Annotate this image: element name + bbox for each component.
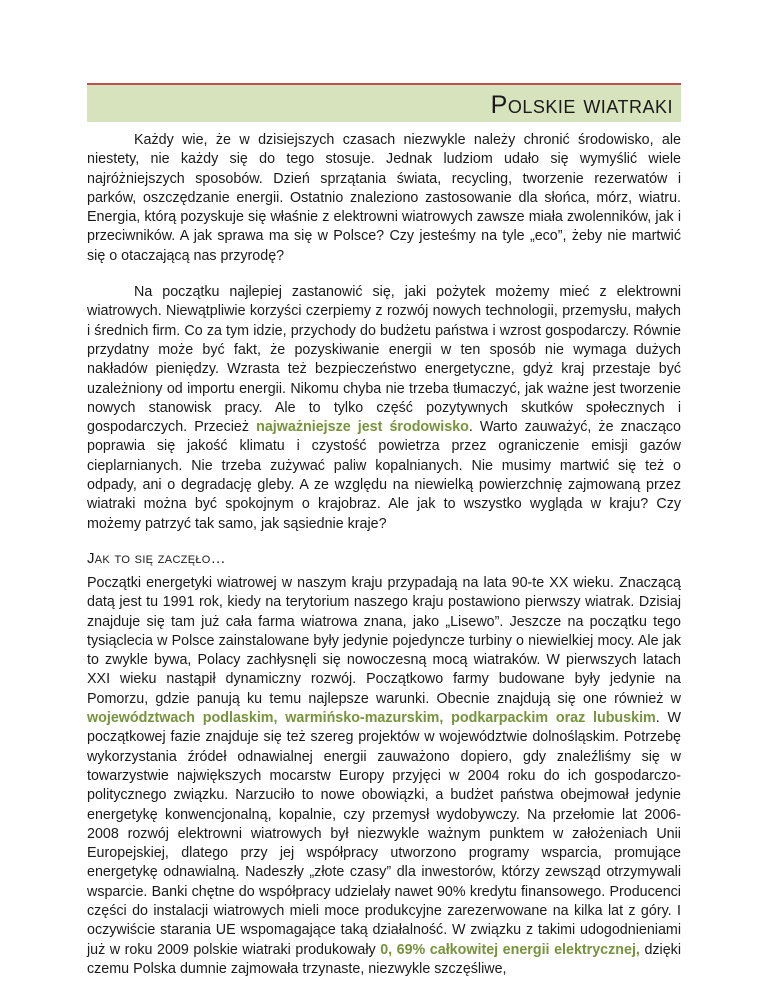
- highlight-environment: najważniejsze jest środowisko: [256, 419, 469, 436]
- section-heading: Jak to się zaczęło…: [87, 549, 226, 567]
- paragraph-intro: Każdy wie, że w dzisiejszych czasach niezwykle należy chronić środowisko, ale niestety, nie każdy się do tego stosuje. Jednak ludziom udało się wymyślić wiele najróżniejszych sposobów. Dzień sprzątania świata, recycling, tworzenie rezerwatów i parków, oszczędzanie energii. Ostatnio znaleziono zastosowanie dla słońca, mórz, wiatru. Energia, którą pozyskuje się właśnie z elektrowni wiatrowych zawsze miała zwolenników, jak i przeciwników. A jak sprawa ma się w Polsce? Czy jesteśmy na tyle „eco”, żeby nie martwić się o otaczającą nas przyrodę?: [87, 132, 681, 264]
- text-run: Początki energetyki wiatrowej w naszym kraju przypadają na lata 90-te XX wieku. Znaczącą datą jest tu 1991 rok, kiedy na terytorium naszego kraju postawiono pierwszy wiatrak. Dzisiaj znajduje się tam już cała farma wiatrowa znana, jako „Lisewo”. Jeszcze na początku tego tysiąclecia w Polsce zainstalowane były jedynie pojedyncze turbiny o niewielkiej mocy. Ale jak to zwykle bywa, Polacy zachłysnęli się nowoczesną mocą wiatraków. W pierwszych latach XXI wieku nastąpił dynamiczny rozwój. Początkowo farmy budowane były jedynie na Pomorzu, gdzie panują ku temu najlepsze warunki. Obecnie znajdują się one również w: [87, 574, 681, 707]
- highlight-energy-share: 0, 69% całkowitej energii elektrycznej,: [380, 941, 640, 958]
- paragraph-history: [87, 574, 681, 979]
- highlight-regions: województwach podlaskim, warmińsko-mazurskim, podkarpackim oraz lubuskim: [87, 710, 656, 727]
- title-band: [87, 83, 681, 122]
- paragraph-benefits: [87, 283, 681, 534]
- document-body: [87, 131, 681, 979]
- text-run: . Warto zauważyć, że znacząco poprawia się jakość klimatu i czystość powietrza przez ograniczenie emisji gazów cieplarnianych. Nie trzeba zużywać paliw kopalnianych. Nie musimy martwić się też o odpady, ani o degradację gleby. A ze względu na niewielką powierzchnię zajmowaną przez wiatraki można być spokojnym o krajobraz. Ale jak to wszystko wygląda w kraju? Czy możemy patrzyć tak samo, jak sąsiednie kraje?: [87, 419, 681, 532]
- text-run: Na początku najlepiej zastanowić się, jaki pożytek możemy mieć z elektrowni wiatrowych. Niewątpliwie korzyści czerpiemy z rozwój nowych technologii, przemysłu, małych i średnich firm. Co za tym idzie, przychody do budżetu państwa i wzrost gospodarczy. Równie przydatny może być fakt, że pozyskiwanie energii w ten sposób nie wymaga dużych nakładów pieniędzy. Wzrasta też bezpieczeństwo energetyczne, gdyż kraj przestaje być uzależniony od importu energii. Nikomu chyba nie trzeba tłumaczyć, jak ważne jest tworzenie nowych stanowisk pracy. Ale to tylko część pozytywnych skutków społecznych i gospodarczych. Przecież: [87, 284, 681, 436]
- text-run: . W początkowej fazie znajduje się też szereg projektów w województwie dolnośląskim. Potrzebę wykorzystania źródeł odnawialnej energii zauważono dopiero, gdy znaleźliśmy się w towarzystwie największych mocarstw Europy przyjęci w 2004 roku do ich gospodarczo-politycznego związku. Narzuciło to nowe obowiązki, a budżet państwa obejmował jedynie energetykę konwencjonalną, kopalnie, czy przemysł wydobywczy. Na przełomie lat 2006-2008 rozwój elektrowni wiatrowych był niezwykle ważnym punktem w założeniach Unii Europejskiej, dlatego przy jej współpracy utworzono programy wsparcia, promujące energetykę odnawialną. Nadeszły „złote czasy” dla inwestorów, którzy zewsząd otrzymywali wsparcie. Banki chętne do współpracy udzielały nawet 90% kredytu finansowego. Producenci części do instalacji wiatrowych mieli moce produkcyjne zarezerwowane na kilka lat z góry. I oczywiście starania UE wspomagające taką działalność. W związku z takimi udogodnieniami już w roku 2009 polskie wiatraki produkowały: [87, 710, 681, 958]
- page-title: Polskie wiatraki: [490, 91, 673, 119]
- text-run: dzięki czemu Polska dumnie zajmowała trzynaste, niezwykle szczęśliwe,: [87, 941, 681, 977]
